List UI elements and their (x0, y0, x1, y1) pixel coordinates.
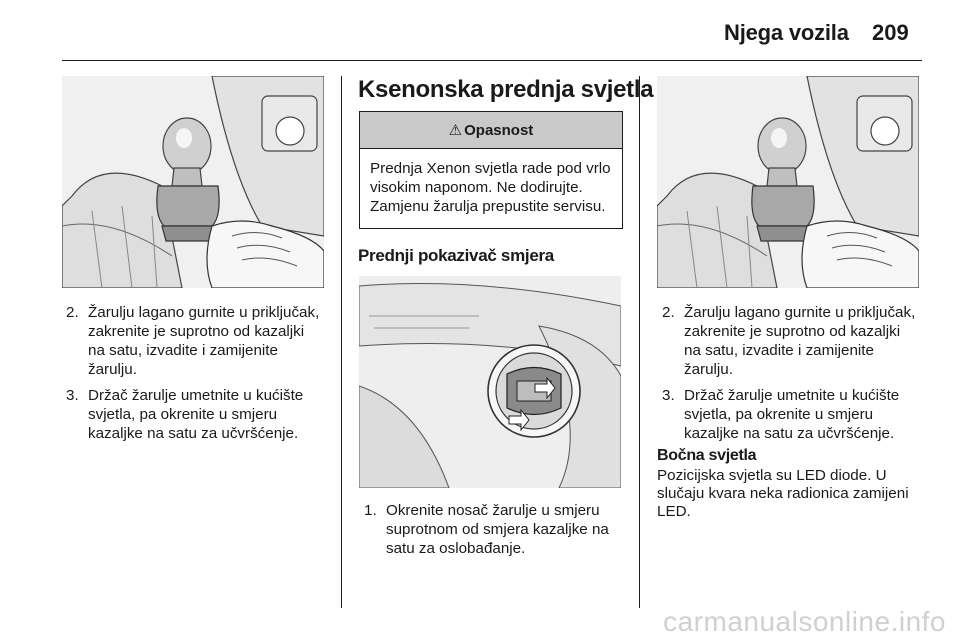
warning-header (360, 112, 622, 149)
list-item: 2. Žarulju lagano gurnite u priključak, zakrenite je suprotno od kazaljki na satu, izvadite i zamijenite žarulju. (66, 304, 320, 378)
warning-box (359, 111, 623, 229)
column-divider-left (341, 76, 342, 608)
page-number: 209 (872, 20, 909, 45)
bulb-replacement-illustration-left (62, 76, 324, 288)
subsection-title-indicator: Prednji pokazivač smjera (358, 246, 554, 265)
left-steps-list (66, 303, 324, 450)
watermark: carmanualsonline.info (663, 606, 946, 637)
section-title-xenon: Ksenonska prednja svjetla (358, 76, 654, 103)
middle-steps-list (364, 501, 622, 565)
column-divider-right (639, 76, 640, 608)
indicator-bulb-holder-illustration (359, 276, 621, 488)
warning-text: Prednja Xenon svjetla rade pod vrlo visokim naponom. Ne dodirujte. Zamjenu žarulja prepustite servisu. (370, 160, 611, 215)
header-divider (62, 60, 922, 61)
list-item: 2. Žarulju lagano gurnite u priključak, zakrenite je suprotno od kazaljki na satu, izvadite i zamijenite žarulju. (662, 304, 916, 378)
list-item: 1. Okrenite nosač žarulje u smjeru suprotnom od smjera kazaljke na satu za oslobađanje. (364, 502, 609, 557)
bulb-replacement-illustration-right (657, 76, 919, 288)
section-title-side-lights: Bočna svjetla (657, 447, 757, 464)
warning-heading: Opasnost (464, 121, 534, 139)
list-item: 3. Držač žarulje umetnite u kućište svjetla, pa okrenite u smjeru kazaljke na satu za učvršćenje. (662, 387, 900, 442)
side-lights-paragraph: Pozicijska svjetla su LED diode. U slučaju kvara neka radionica zamijeni LED. (657, 467, 909, 520)
page-header-title: Njega vozila (724, 20, 849, 45)
list-item: 3. Držač žarulje umetnite u kućište svjetla, pa okrenite u smjeru kazaljke na satu za učvršćenje. (66, 387, 304, 442)
warning-triangle-icon: ⚠ (448, 122, 463, 139)
right-steps-list (662, 303, 920, 450)
